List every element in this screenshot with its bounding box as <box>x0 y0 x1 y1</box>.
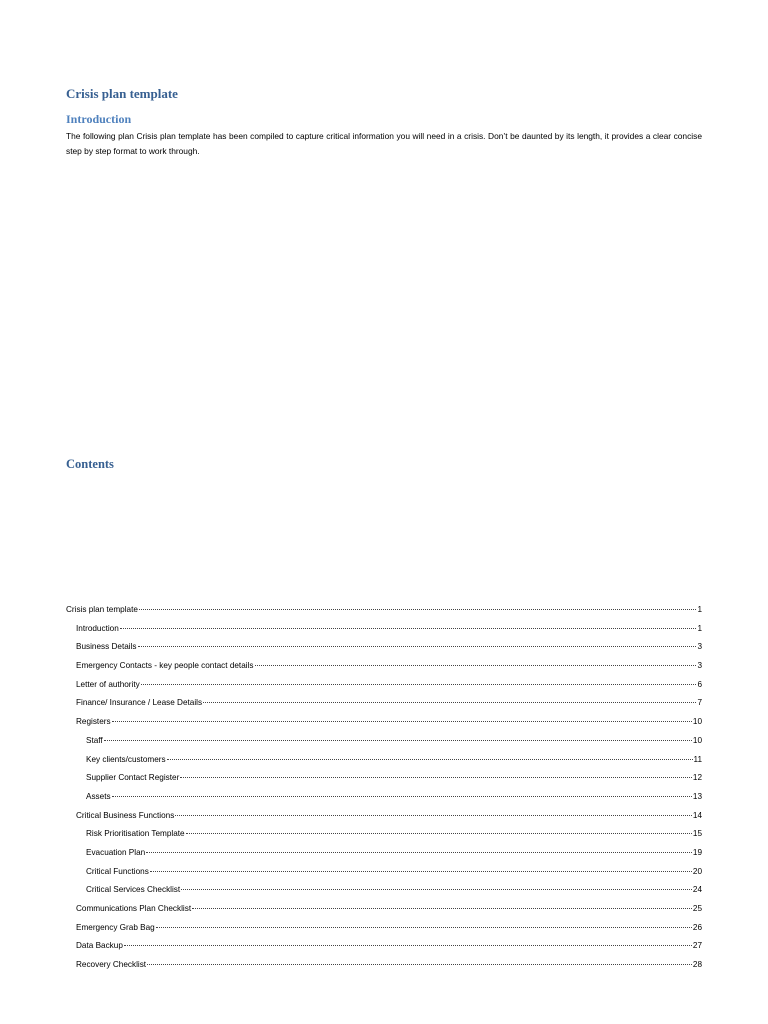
toc-leader-dots <box>146 852 692 853</box>
toc-entry[interactable] <box>66 605 702 624</box>
toc-leader-dots <box>104 740 692 741</box>
toc-entry-label: Introduction <box>76 623 119 633</box>
toc-entry-page-number: 24 <box>692 885 702 895</box>
toc-entry-label: Communications Plan Checklist <box>76 904 192 913</box>
table-of-contents <box>66 605 702 979</box>
toc-leader-dots <box>139 609 697 610</box>
toc-entry[interactable] <box>66 885 702 904</box>
toc-entry[interactable] <box>66 829 702 848</box>
toc-entry-page-number: 10 <box>692 717 702 727</box>
toc-entry-page-number: 28 <box>692 960 702 970</box>
toc-entry-label: Crisis plan template <box>66 605 138 614</box>
toc-entry-page-number: 25 <box>692 904 702 913</box>
toc-entry-label: Emergency Contacts - key people contact details <box>76 661 254 671</box>
toc-leader-dots <box>150 871 692 872</box>
toc-entry[interactable] <box>66 941 702 960</box>
toc-entry-page-number: 3 <box>697 661 702 671</box>
toc-entry-label: Evacuation Plan <box>86 847 146 857</box>
toc-entry[interactable] <box>66 867 702 886</box>
toc-leader-dots <box>186 833 692 834</box>
toc-entry[interactable] <box>66 773 702 792</box>
toc-entry-page-number: 20 <box>692 866 702 876</box>
toc-leader-dots <box>124 945 692 946</box>
toc-entry-page-number: 12 <box>692 773 702 783</box>
toc-leader-dots <box>167 759 693 760</box>
toc-entry[interactable] <box>66 736 702 755</box>
toc-entry-page-number: 7 <box>697 698 702 708</box>
toc-leader-dots <box>255 665 697 666</box>
toc-entry[interactable] <box>66 661 702 680</box>
toc-entry-page-number: 1 <box>697 605 702 614</box>
toc-entry-label: Assets <box>86 791 111 801</box>
toc-entry[interactable] <box>66 680 702 699</box>
toc-entry-label: Letter of authority <box>76 679 140 689</box>
toc-entry-page-number: 15 <box>692 829 702 839</box>
toc-entry[interactable] <box>66 698 702 717</box>
toc-entry-page-number: 14 <box>692 810 702 820</box>
toc-entry[interactable] <box>66 811 702 830</box>
toc-entry-label: Emergency Grab Bag <box>76 922 155 932</box>
toc-entry-label: Registers <box>76 717 111 727</box>
toc-entry-label: Business Details <box>76 642 137 652</box>
toc-leader-dots <box>120 628 697 629</box>
toc-leader-dots <box>147 964 692 965</box>
toc-leader-dots <box>138 646 697 647</box>
toc-entry-page-number: 11 <box>693 754 702 764</box>
toc-entry-page-number: 6 <box>697 679 702 689</box>
toc-leader-dots <box>112 796 692 797</box>
toc-entry[interactable] <box>66 642 702 661</box>
toc-leader-dots <box>181 889 692 890</box>
toc-entry[interactable] <box>66 624 702 643</box>
toc-leader-dots <box>175 815 692 816</box>
toc-leader-dots <box>192 908 692 909</box>
toc-entry-page-number: 13 <box>692 791 702 801</box>
toc-entry-label: Critical Services Checklist <box>86 885 181 895</box>
toc-entry-label: Staff <box>86 735 103 745</box>
toc-entry-page-number: 3 <box>697 642 702 652</box>
toc-entry[interactable] <box>66 848 702 867</box>
toc-leader-dots <box>112 721 692 722</box>
toc-entry-page-number: 26 <box>692 922 702 932</box>
toc-entry-label: Supplier Contact Register <box>86 773 180 783</box>
toc-entry[interactable] <box>66 904 702 923</box>
toc-entry[interactable] <box>66 792 702 811</box>
toc-leader-dots <box>203 702 696 703</box>
toc-entry-label: Key clients/customers <box>86 754 166 764</box>
toc-entry-label: Critical Functions <box>86 866 149 876</box>
document-title: Crisis plan template <box>66 86 178 101</box>
toc-entry-label: Risk Prioritisation Template <box>86 829 185 839</box>
toc-entry-label: Finance/ Insurance / Lease Details <box>76 698 203 708</box>
toc-entry-label: Recovery Checklist <box>76 960 147 970</box>
toc-entry-page-number: 27 <box>692 941 702 951</box>
toc-entry-page-number: 19 <box>692 847 702 857</box>
contents-heading: Contents <box>66 457 114 471</box>
toc-entry[interactable] <box>66 960 702 979</box>
toc-entry-page-number: 10 <box>692 735 702 745</box>
intro-heading: Introduction <box>66 112 132 126</box>
toc-entry-label: Critical Business Functions <box>76 810 175 820</box>
toc-leader-dots <box>141 684 697 685</box>
toc-leader-dots <box>180 777 692 778</box>
toc-entry[interactable] <box>66 755 702 774</box>
toc-entry[interactable] <box>66 923 702 942</box>
toc-entry[interactable] <box>66 717 702 736</box>
toc-entry-label: Data Backup <box>76 941 123 951</box>
intro-paragraph: The following plan Crisis plan template has been compiled to capture critical information you will need in a crisis. Don’t be daunted by its length, it provides a clear concise step by step format to work through. <box>66 131 702 156</box>
toc-leader-dots <box>156 927 692 928</box>
toc-entry-page-number: 1 <box>697 623 702 633</box>
